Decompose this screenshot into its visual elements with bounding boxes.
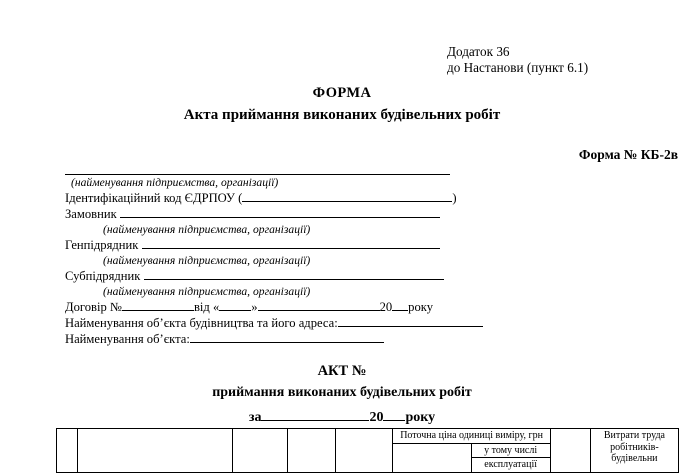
contract-year-input-rule[interactable] bbox=[392, 300, 408, 311]
caption-organization-3: (найменування підприємства, організації) bbox=[103, 254, 311, 267]
field-row-subcontractor bbox=[65, 268, 625, 284]
table-cell-total[interactable] bbox=[550, 429, 590, 473]
field-row-contract bbox=[65, 299, 625, 315]
identification-code-close-paren: ) bbox=[452, 191, 457, 205]
appendix-line-1: Додаток 36 bbox=[447, 44, 510, 59]
table-header-current-price: Поточна ціна одиниці виміру, грн bbox=[393, 429, 550, 444]
contract-year-suffix: року bbox=[408, 300, 433, 314]
table-cell-price-total[interactable] bbox=[393, 443, 471, 472]
table-header-operation: експлуатації bbox=[471, 458, 550, 473]
contract-day-input-rule[interactable] bbox=[219, 300, 251, 311]
table-row bbox=[57, 429, 679, 444]
general-contractor-input-rule[interactable] bbox=[142, 237, 440, 249]
object-address-input-rule[interactable] bbox=[338, 316, 483, 327]
field-row-customer bbox=[65, 206, 625, 222]
page-title-form: ФОРМА bbox=[312, 85, 372, 101]
act-period-suffix: року bbox=[405, 410, 436, 425]
subcontractor-input-rule[interactable] bbox=[144, 268, 444, 280]
act-number-heading: АКТ № bbox=[317, 363, 367, 379]
field-row-general-contractor bbox=[65, 237, 625, 253]
contract-month-input-rule[interactable] bbox=[258, 300, 380, 311]
field-row-object-address bbox=[65, 315, 625, 331]
field-row-object bbox=[65, 331, 625, 347]
identification-code-input-rule[interactable] bbox=[242, 191, 452, 202]
appendix-line-2: до Настанови (пункт 6.1) bbox=[447, 60, 589, 75]
page-title-subject: Акта приймання виконаних будівельних робіт bbox=[183, 107, 501, 123]
table-cell-unit[interactable] bbox=[288, 429, 336, 473]
customer-label: Замовник bbox=[65, 207, 117, 221]
identification-code-label: Ідентифікаційний код ЄДРПОУ ( bbox=[65, 191, 243, 205]
contract-quote-close: » bbox=[251, 300, 258, 314]
table-cell-work-name[interactable] bbox=[78, 429, 233, 473]
caption-organization-1: (найменування підприємства, організації) bbox=[71, 176, 279, 189]
act-period-month-input-rule[interactable] bbox=[261, 408, 369, 421]
form-code-label: Форма № КБ-2в bbox=[578, 147, 678, 162]
contract-from-label: від « bbox=[193, 300, 220, 314]
table-cell-row-number[interactable] bbox=[57, 429, 78, 473]
form-fields-block bbox=[65, 170, 625, 347]
table-cell-justification[interactable] bbox=[233, 429, 288, 473]
customer-input-rule[interactable] bbox=[120, 206, 440, 218]
appendix-reference bbox=[447, 44, 588, 76]
object-address-label: Найменування об’єкта будівництва та його адреса: bbox=[65, 316, 338, 330]
table-header-included: у тому числі bbox=[471, 443, 550, 458]
table-header-labor-costs: Витрати труда робітників-будівельни bbox=[590, 429, 678, 473]
table-cell-quantity[interactable] bbox=[336, 429, 393, 473]
field-row-identification-code bbox=[65, 190, 625, 206]
contract-label: Договір № bbox=[65, 300, 122, 314]
act-period-year-prefix: 20 bbox=[369, 410, 384, 425]
act-period-prefix: за bbox=[248, 410, 262, 425]
contract-number-input-rule[interactable] bbox=[122, 300, 194, 311]
act-subtitle: приймання виконаних будівельних робіт bbox=[212, 385, 472, 400]
act-period-row bbox=[0, 408, 684, 426]
object-input-rule[interactable] bbox=[190, 332, 384, 343]
contract-year-prefix: 20 bbox=[379, 300, 393, 314]
works-table bbox=[56, 428, 679, 475]
act-period-year-input-rule[interactable] bbox=[383, 408, 405, 421]
caption-organization-2: (найменування підприємства, організації) bbox=[103, 223, 311, 236]
works-table-grid bbox=[56, 428, 679, 473]
caption-organization-4: (найменування підприємства, організації) bbox=[103, 285, 311, 298]
object-label: Найменування об’єкта: bbox=[65, 332, 190, 346]
subcontractor-label: Субпідрядник bbox=[65, 269, 141, 283]
general-contractor-label: Генпідрядник bbox=[65, 238, 139, 252]
